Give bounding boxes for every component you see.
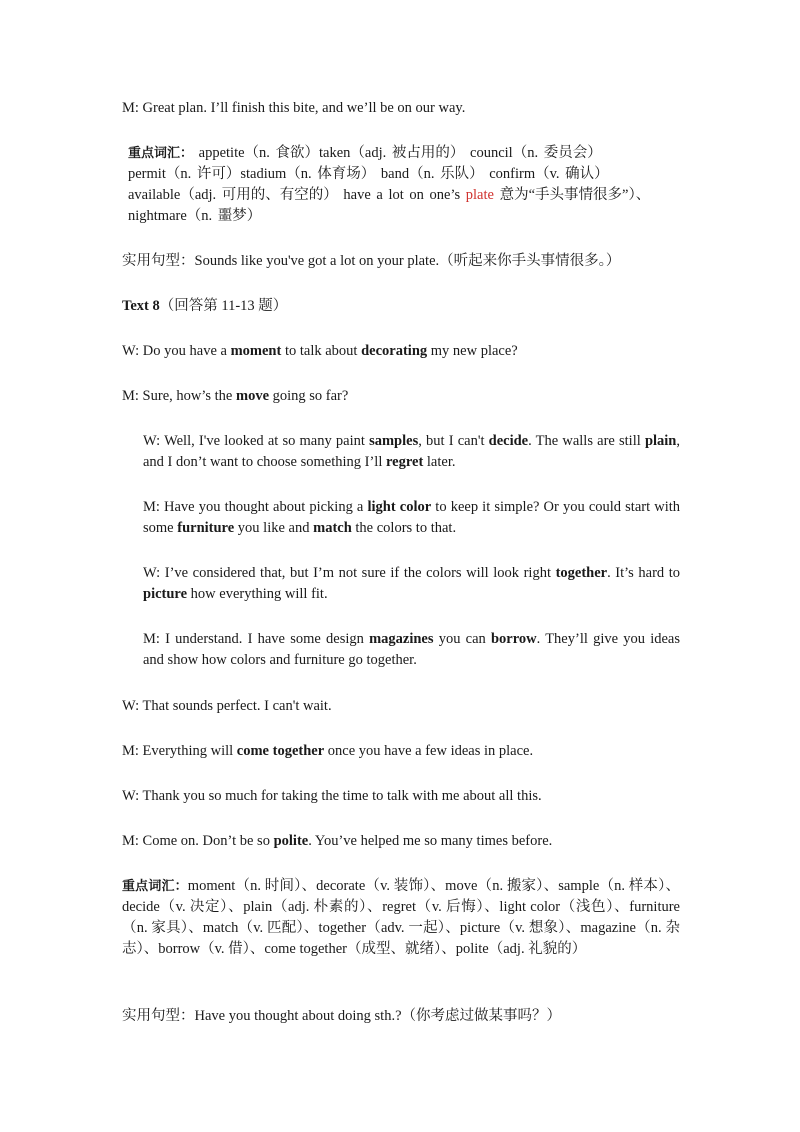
vocab-text: appetite（n. 食欲）taken（adj. 被占用的） council（n. 委员会） (193, 145, 602, 161)
text-run: how everything will fit. (187, 586, 328, 602)
key-word: move (235, 388, 269, 404)
dialogue-line (143, 563, 680, 605)
text-run: M: Have you thought about picking a (143, 499, 368, 515)
vocab-section-1 (128, 143, 688, 227)
text-run: to keep it simple? Or you could start (431, 499, 651, 515)
section-note: （回答第 11-13 题） (159, 298, 288, 314)
key-word: picture (143, 586, 188, 602)
text-run: once you have a few ideas in place. (324, 743, 534, 759)
text-run: ideas and show how colors and furniture go together. (143, 631, 680, 668)
section-title: Text 8 (122, 298, 160, 314)
text-run: M: Everything will (122, 743, 237, 759)
vocab-row (128, 164, 688, 185)
text-run: to talk about (281, 343, 362, 359)
useful-sentence: 实用句型：Have you thought about doing sth.?（你考虑过做某事吗？） (122, 1008, 561, 1024)
key-word: come together (236, 743, 325, 759)
key-word: together (555, 565, 608, 581)
vocab-label: 重点词汇： (122, 879, 188, 894)
vocab-section-2 (122, 876, 680, 960)
key-word: decide (488, 433, 529, 449)
key-word: furniture (177, 520, 235, 536)
dialogue-line (122, 341, 518, 362)
dialogue-line (122, 831, 552, 852)
text-run: M: I understand. I have some design (143, 631, 370, 647)
vocab-row (128, 206, 688, 227)
key-word: match (313, 520, 352, 536)
text-run: M: Sure, how’s the (122, 388, 236, 404)
vocab-label: 重点词汇： (128, 146, 194, 161)
vocab-text: available（adj. 可用的、有空的） have a lot on one’s (128, 187, 466, 203)
section-heading (122, 296, 287, 317)
dialogue-line: W: That sounds perfect. I can't wait. (122, 698, 332, 714)
vocab-text: nightmare（n. 噩梦） (128, 208, 262, 224)
text-run: . You’ve helped me so many times before. (308, 833, 553, 849)
key-word: magazines (369, 631, 434, 647)
highlight-word: plate (465, 187, 494, 203)
vocab-row (128, 143, 688, 164)
key-word: regret (385, 454, 424, 470)
useful-sentence: 实用句型：Sounds like you've got a lot on your plate.（听起来你手头事情很多。） (122, 253, 621, 269)
text-run: W: Do you have a (122, 343, 231, 359)
dialogue-line (122, 741, 533, 762)
key-word: polite (273, 833, 309, 849)
key-word: moment (230, 343, 282, 359)
text-run: . They’ll give you (536, 631, 645, 647)
vocab-text: 意为“手头事情很多”）、 (493, 187, 651, 203)
dialogue-line (143, 497, 680, 539)
text-run: you can (433, 631, 491, 647)
key-word: samples (369, 433, 419, 449)
vocab-text: moment（n. 时间）、decorate（v. 装饰）、move（n. 搬家）、sample（n. 样本）、decide（v. 决定）、plain（adj. 朴素的）、regret（v. 后悔）、light color（浅色）、furniture（n. 家具）、match（v. 匹配）、together（adv. 一起）、picture（v. 想象）、magazine（n. 杂志）、borrow（v. 借）、come together（成型、就绪）、polite（adj. 礼貌的） (122, 878, 680, 957)
text-run: you like and (234, 520, 314, 536)
text-run: . It’s (607, 565, 634, 581)
key-word: borrow (490, 631, 537, 647)
text-run: still (619, 433, 645, 449)
text-run: , but I can't (418, 433, 489, 449)
text-run: W: I’ve considered that, but I’m not sure if the colors will look right (143, 565, 556, 581)
dialogue-line (143, 629, 680, 671)
dialogue-line (122, 386, 348, 407)
text-run: W: Well, I've looked at so many paint (143, 433, 370, 449)
text-run: the colors to that. (351, 520, 457, 536)
text-run: , and I don’t want to choose something I’ll (143, 433, 680, 470)
dialogue-line (143, 431, 680, 473)
text-run: . The walls are (528, 433, 615, 449)
text-run: later. (423, 454, 456, 470)
key-word: light color (367, 499, 432, 515)
dialogue-line: W: Thank you so much for taking the time to talk with me about all this. (122, 788, 542, 804)
dialogue-line: M: Great plan. I’ll finish this bite, and we’ll be on our way. (122, 100, 466, 116)
vocab-text: permit（n. 许可）stadium（n. 体育场） band（n. 乐队） confirm（v. 确认） (128, 166, 609, 182)
text-run: hard to (638, 565, 681, 581)
text-run: with some (143, 499, 680, 536)
text-run: my new place? (427, 343, 518, 359)
key-word: decorating (361, 343, 428, 359)
key-word: plain (644, 433, 677, 449)
vocab-row (128, 185, 688, 206)
text-run: M: Come on. Don’t be so (122, 833, 274, 849)
text-run: going so far? (269, 388, 349, 404)
